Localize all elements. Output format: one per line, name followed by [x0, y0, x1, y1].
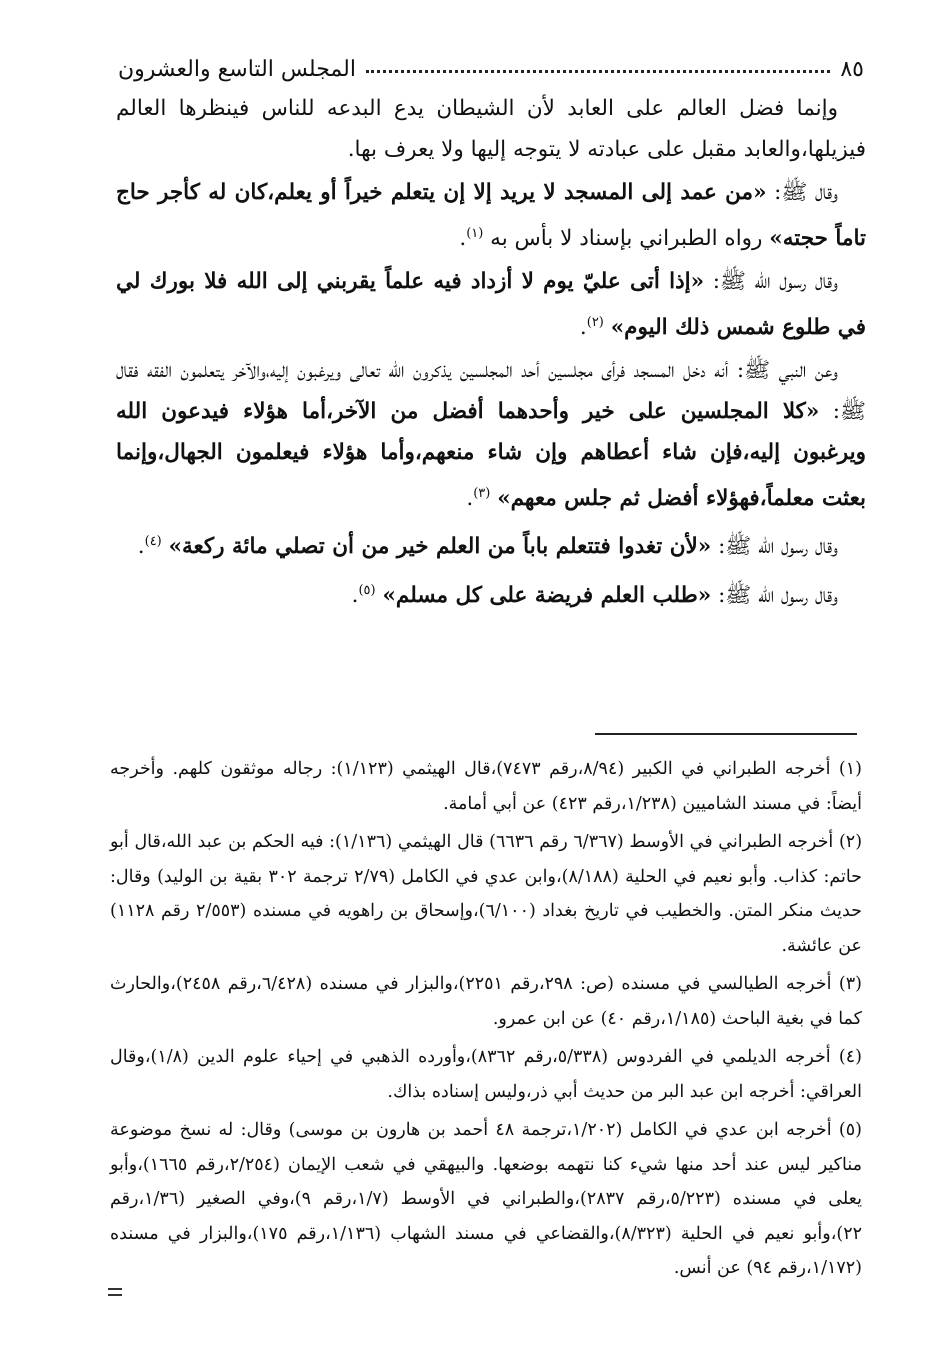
chapter-title: المجلس التاسع والعشرون	[118, 57, 356, 82]
main-text	[116, 88, 866, 618]
paragraph	[116, 172, 866, 259]
paragraph	[116, 88, 866, 170]
footnote-ref: (٥)	[358, 582, 376, 598]
footnote-ref: (٤)	[144, 534, 162, 550]
text-run: وقال رسول الله ﷺ:	[704, 269, 839, 295]
footnote-ref: (١)	[466, 226, 484, 241]
text-run: .	[579, 315, 587, 341]
footnote-ref: (٢)	[586, 315, 604, 331]
page-number: ٨٥	[840, 57, 864, 82]
leader-dots	[366, 70, 830, 73]
hadith-quote: «كلا المجلسين على خير وأحدهما أفضل من الآخر،أما هؤلاء فيدعون الله ويرغبون إليه،فإن شاء أعطاهم وإن شاء منعهم،وأما هؤلاء فيعلمون الجهال،وإنما بعثت معلماً،فهؤلاء أفضل ثم جلس معهم»	[116, 399, 866, 512]
footnote-ref: (٣)	[473, 486, 491, 502]
text-run: رواه الطبراني بإسناد لا بأس به	[483, 226, 770, 252]
text-run: .	[466, 486, 474, 512]
paragraph	[116, 570, 866, 616]
hadith-quote: «إذا أتى عليّ يوم لا أزداد فيه علماً يقربني إلى الله فلا بورك لي في طلوع شمس ذلك اليوم»	[116, 269, 866, 341]
text-run: .	[459, 226, 467, 252]
footnote: (٥) أخرجه ابن عدي في الكامل (١/٢٠٢،ترجمة ٤٨ أحمد بن هارون بن موسى) وقال: له نسخ موضوعة مناكير ليس عند أحد منها شيء كنا نتهمه بوضعها. والبيهقي في شعب الإيمان (٢/٢٥٤،رقم ١٦٦٥)،وأبو يعلى في مسنده (٥/٢٢٣،رقم ٢٨٣٧)،والطبراني في الأوسط (١/٧،رقم ٩)،وفي الصغير (١/٣٦،رقم ٢٢)،وأبو نعيم في الحلية (٨/٣٢٣)،والقضاعي في مسند الشهاب (١/١٣٦،رقم ١٧٥)،والبزار في مسنده (١/١٧٢،رقم ٩٤) عن أنس.	[110, 1120, 862, 1278]
text-run: وقال رسول الله ﷺ:	[711, 534, 838, 560]
text-run: وإنما فضل العالم على العابد لأن الشيطان يدع البدعه للناس فينظرها العالم فيزيلها،والعابد مقبل على عبادته لا يتوجه إليها ولا يعرف بها.	[116, 96, 866, 162]
paragraph	[116, 521, 866, 567]
footnotes	[110, 752, 862, 1290]
text-run: وعن النبي ﷺ: أنه دخل المسجد فرأى مجلسين أحد المجلسين يذكرون الله تعالى ويرغبون إليه،والآخر يتعلمون الفقه فقال ﷺ:	[116, 358, 866, 425]
text-run: وقال ﷺ:	[766, 180, 838, 205]
running-header	[118, 44, 864, 82]
text-run: وقال رسول الله ﷺ:	[711, 582, 838, 608]
footnote: (٣) أخرجه الطيالسي في مسنده (ص: ٢٩٨،رقم ٢٢٥١)،والبزار في مسنده (٦/٤٢٨،رقم ٢٤٥٨)،والحارث كما في بغية الباحث (١/١٨٥،رقم ٤٠) عن ابن عمرو.	[110, 974, 862, 1029]
text-run: .	[351, 582, 359, 608]
hadith-quote: «طلب العلم فريضة على كل مسلم»	[382, 582, 712, 608]
footnote: (٤) أخرجه الديلمي في الفردوس (٥/٣٣٨،رقم ٨٣٦٢)،وأورده الذهبي في إحياء علوم الدين (١/٨)،وقال العراقي: أخرجه ابن عبد البر من حديث أبي ذر،وليس إسناده بذاك.	[110, 1047, 862, 1102]
end-mark	[108, 1288, 122, 1296]
text-run	[604, 315, 611, 340]
text-run	[162, 535, 169, 560]
text-run: .	[137, 534, 145, 560]
footnote-separator	[595, 733, 857, 735]
paragraph	[116, 350, 866, 519]
paragraph	[116, 261, 866, 348]
footnote: (٢) أخرجه الطبراني في الأوسط (٦/٣٦٧ رقم ٦٦٣٦) قال الهيثمي (١/١٣٦): فيه الحكم بن عبد الله،قال أبو حاتم: كذاب. وأبو نعيم في الحلية (٨/١٨٨)،وابن عدي في الكامل (٢/٧٩ ترجمة ٣٠٢ بقية بن الوليد) وقال: حديث منكر المتن. والخطيب في تاريخ بغداد (٦/١٠٠)،وإسحاق بن راهويه في مسنده (٢/٥٥٣ رقم ١١٢٨) عن عائشة.	[110, 832, 863, 956]
footnote: (١) أخرجه الطبراني في الكبير (٨/٩٤،رقم ٧٤٧٣)،قال الهيثمي (١/١٢٣): رجاله موثقون كلهم. وأخرجه أيضاً: في مسند الشاميين (١/٢٣٨،رقم ٤٢٣) عن أبي أمامة.	[110, 759, 862, 814]
hadith-quote: «من عمد إلى المسجد لا يريد إلا إن يتعلم خيراً أو يعلم،كان له كأجر حاج تاماً حجته»	[116, 180, 866, 252]
hadith-quote: «لأن تغدوا فتتعلم باباً من العلم خير من أن تصلي مائة ركعة»	[168, 534, 712, 560]
